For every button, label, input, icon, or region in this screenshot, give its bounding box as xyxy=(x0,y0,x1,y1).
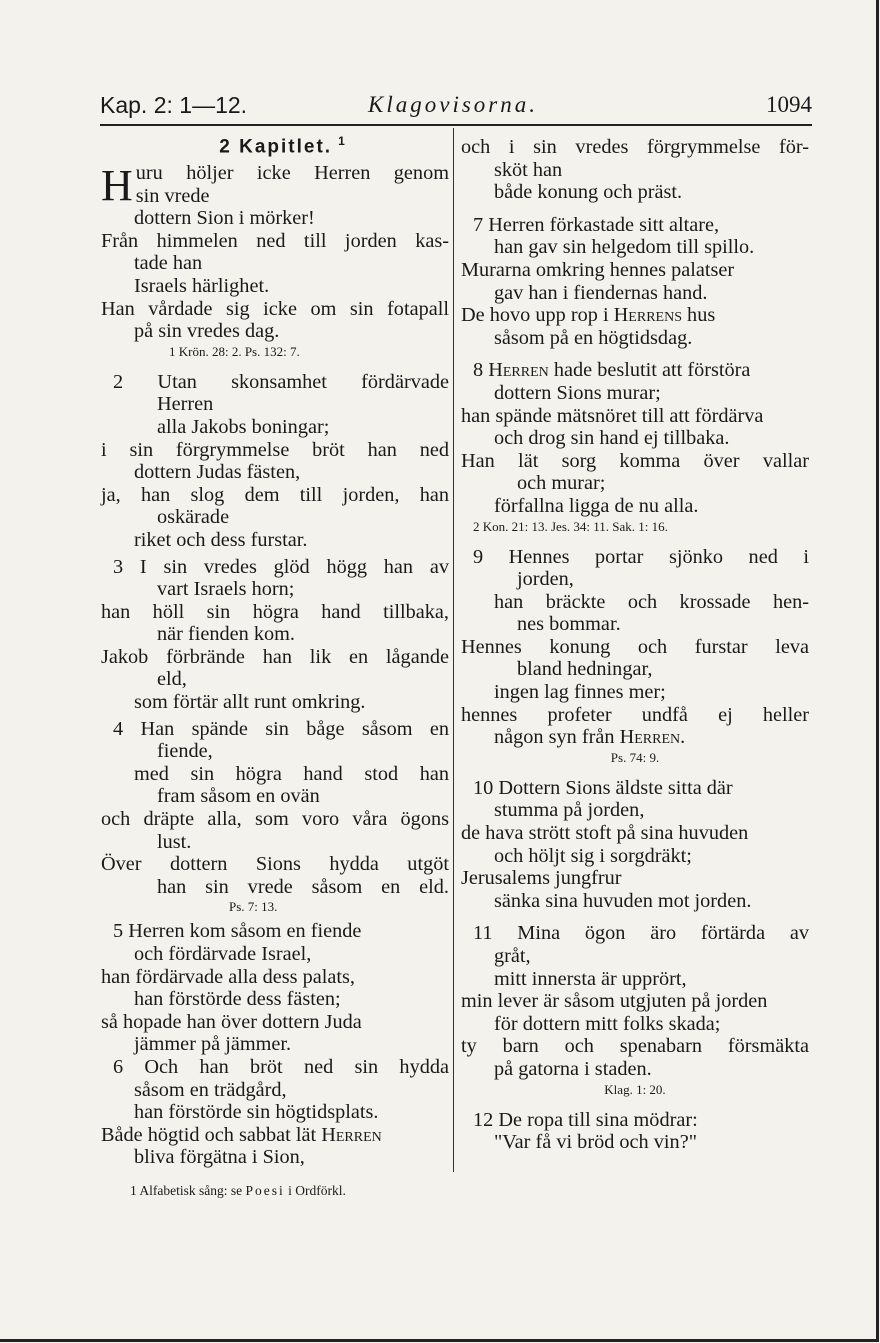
verse-text: hade beslutit att förstöra xyxy=(548,359,751,382)
verse-line: på gatorna i staden. xyxy=(494,1057,652,1080)
verse-line: han spände mätsnöret till att fördärva xyxy=(461,404,764,427)
verse-line: 12 De ropa till sina mödrar: xyxy=(473,1108,698,1131)
verse-line: vart Israels horn; xyxy=(157,578,295,601)
verse-line: stumma på jorden, xyxy=(494,799,645,822)
verse-line: han gav sin helgedom till spillo. xyxy=(494,236,755,259)
verse-line: Jakob förbrände han lik en lågande xyxy=(101,645,449,668)
verse-line: och murar; xyxy=(517,472,606,495)
cross-reference: Ps. 7: 13. xyxy=(229,899,278,915)
left-column xyxy=(101,128,449,1169)
page-number: 1094 xyxy=(766,92,812,117)
cross-reference: 1 Krön. 28: 2. Ps. 132: 7. xyxy=(169,343,300,359)
verse-line: när fienden kom. xyxy=(157,623,295,646)
book-title: Klagovisorna. xyxy=(368,92,538,117)
verse-line: och höljt sig i sorgdräkt; xyxy=(494,844,692,867)
footnote-emphasis: Poesi xyxy=(245,1183,285,1198)
verse-line: för dottern mitt folks skada; xyxy=(494,1012,721,1035)
verse-7 xyxy=(461,214,809,350)
verse-line xyxy=(461,304,809,327)
verse-line: 6 Och han bröt ned sin hydda xyxy=(113,1055,449,1078)
verse-line: sin vrede xyxy=(135,184,210,207)
verse-line: Han lät sorg komma över vallar xyxy=(461,449,809,472)
divine-name: Herren xyxy=(321,1123,382,1146)
verse-line: han förstörde dess fästen; xyxy=(134,988,341,1011)
verse-line: och fördärvade Israel, xyxy=(134,943,312,965)
verse-line: Herren xyxy=(157,393,214,416)
drop-cap: H xyxy=(101,161,133,210)
verse-line: Jerusalems jungfrur xyxy=(461,867,622,890)
verse-line: 10 Dottern Sions äldste sitta där xyxy=(473,776,733,799)
verse-line: och dräpte alla, som voro våra ögons xyxy=(101,808,449,831)
verse-line: eld, xyxy=(157,668,187,691)
verse-text: . xyxy=(680,726,686,749)
verse-line: han höll sin högra hand tillbaka, xyxy=(101,600,449,623)
verse-line: 9 Hennes portar sjönko ned i xyxy=(473,545,809,568)
verse-line: såsom på en högtidsdag. xyxy=(494,326,693,349)
verse-3 xyxy=(101,556,449,714)
verse-11 xyxy=(461,922,809,1098)
verse-line: med sin högra hand stod han xyxy=(134,762,449,785)
verse-line: han sin vrede såsom en eld. xyxy=(157,875,449,898)
verse-line: han fördärvade alla dess palats, xyxy=(101,965,355,988)
verse-line: 4 Han spände sin båge såsom en xyxy=(113,717,449,740)
verse-2 xyxy=(101,371,449,552)
verse-10 xyxy=(461,777,809,913)
verse-6-continued xyxy=(461,136,809,204)
divine-name: Herren xyxy=(488,359,549,382)
verse-line: uru höljer icke Herren genom xyxy=(135,162,449,184)
verse-line: dottern Sions murar; xyxy=(494,381,661,404)
verse-line: 3 I sin vredes glöd högg han av xyxy=(113,555,449,578)
verse-text: 8 xyxy=(473,359,489,382)
column-divider xyxy=(453,128,454,1172)
verse-line: Murarna omkring hennes palatser xyxy=(461,258,735,281)
verse-line: mitt innersta är upprört, xyxy=(494,967,687,990)
verse-line: 2 Utan skonsamhet fördärvade xyxy=(113,370,449,393)
verse-line: på sin vredes dag. xyxy=(134,320,280,343)
verse-line: "Var få vi bröd och vin?" xyxy=(494,1131,697,1154)
right-column xyxy=(461,128,809,1154)
verse-line: sänka sina huvuden mot jorden. xyxy=(494,889,752,912)
verse-line: gråt, xyxy=(494,945,531,967)
verse-line xyxy=(461,726,809,749)
verse-line: oskärade xyxy=(157,506,230,529)
running-header xyxy=(100,92,812,126)
verse-line: fiende, xyxy=(157,740,213,763)
chapter-title: 2 Kapitlet. xyxy=(219,136,333,158)
cross-reference: Klag. 1: 20. xyxy=(604,1081,666,1097)
verse-line: de hava strött stoft på sina huvuden xyxy=(461,822,749,845)
verse-line: gav han i fiendernas hand. xyxy=(494,281,708,304)
verse-line: fram såsom en ovän xyxy=(157,785,320,808)
verse-line: hennes profeter undfå ej heller xyxy=(461,703,809,726)
verse-4 xyxy=(101,718,449,917)
verse-line: dottern Sion i mörker! xyxy=(134,207,315,230)
footnote xyxy=(130,1183,346,1199)
verse-line: och drog sin hand ej tillbaka. xyxy=(494,427,730,450)
verse-line: jorden, xyxy=(517,568,574,591)
verse-line: 7 Herren förkastade sitt altare, xyxy=(473,213,720,236)
verse-9 xyxy=(461,546,809,767)
verse-text: någon syn från xyxy=(494,726,620,749)
verse-line: lust. xyxy=(157,830,192,853)
verse-line: Israels härlighet. xyxy=(134,274,270,297)
verse-line: jämmer på jämmer. xyxy=(134,1033,292,1056)
verse-6 xyxy=(101,1056,449,1169)
verse-line: Han vårdade sig icke om sin fotapall xyxy=(101,297,449,320)
footnote-text: Alfabetisk sång: se xyxy=(139,1183,246,1198)
header-rule xyxy=(100,124,812,126)
verse-line: min lever är såsom utgjuten på jorden xyxy=(461,990,768,1013)
verse-line: nes bommar. xyxy=(517,613,621,636)
verse-1 xyxy=(101,162,449,361)
verse-line: ty barn och spenabarn försmäkta xyxy=(461,1035,809,1058)
verse-line xyxy=(101,1124,449,1147)
verse-line: såsom en trädgård, xyxy=(134,1078,287,1101)
verse-line: riket och dess furstar. xyxy=(134,528,308,551)
footnote-marker: 1 xyxy=(338,134,345,148)
verse-line: bliva förgätna i Sion, xyxy=(134,1146,305,1169)
verse-line: så hopade han över dottern Juda xyxy=(101,1010,362,1033)
verse-line: 5 Herren kom såsom en fiende xyxy=(113,920,362,943)
footnote-number: 1 xyxy=(130,1183,137,1198)
verse-line: ingen lag finnes mer; xyxy=(494,681,666,704)
chapter-reference: Kap. 2: 1—12. xyxy=(100,92,248,118)
verse-8 xyxy=(461,359,809,535)
verse-line: sköt han xyxy=(494,158,563,181)
verse-line: och i sin vredes förgrymmelse för- xyxy=(461,136,809,158)
footnote-text: i Ordförkl. xyxy=(284,1183,346,1198)
verse-12 xyxy=(461,1109,809,1154)
verse-line xyxy=(461,359,809,382)
cross-reference: 2 Kon. 21: 13. Jes. 34: 11. Sak. 1: 16. xyxy=(473,518,668,534)
verse-line: han bräckte och krossade hen- xyxy=(494,590,809,613)
verse-line: i sin förgrymmelse bröt han ned xyxy=(101,438,449,461)
verse-line: Över dottern Sions hydda utgöt xyxy=(101,853,449,876)
verse-line: han förstörde sin högtidsplats. xyxy=(134,1101,379,1124)
verse-line: Hennes konung och furstar leva xyxy=(461,635,809,658)
verse-line: Från himmelen ned till jorden kas- xyxy=(101,229,449,252)
divine-name: Herren xyxy=(619,726,681,749)
verse-text: De hovo upp rop i xyxy=(461,304,614,327)
chapter-heading xyxy=(101,128,449,158)
verse-line: 11 Mina ögon äro förtärda av xyxy=(473,922,809,945)
divine-name: Herrens xyxy=(613,304,682,327)
verse-line: ja, han slog dem till jorden, han xyxy=(101,483,449,506)
verse-line: både konung och präst. xyxy=(494,181,683,204)
verse-text: Både högtid och sabbat lät xyxy=(101,1123,322,1146)
verse-line: tade han xyxy=(134,252,203,275)
verse-line: alla Jakobs boningar; xyxy=(157,415,330,438)
verse-line: förfallna ligga de nu alla. xyxy=(494,494,699,517)
verse-line: som förtär allt runt omkring. xyxy=(134,691,366,714)
verse-5 xyxy=(101,920,449,1056)
verse-line: dottern Judas fästen, xyxy=(134,461,301,484)
verse-line: bland hedningar, xyxy=(517,658,653,681)
verse-text: hus xyxy=(681,304,716,327)
cross-reference: Ps. 74: 9. xyxy=(610,749,660,765)
